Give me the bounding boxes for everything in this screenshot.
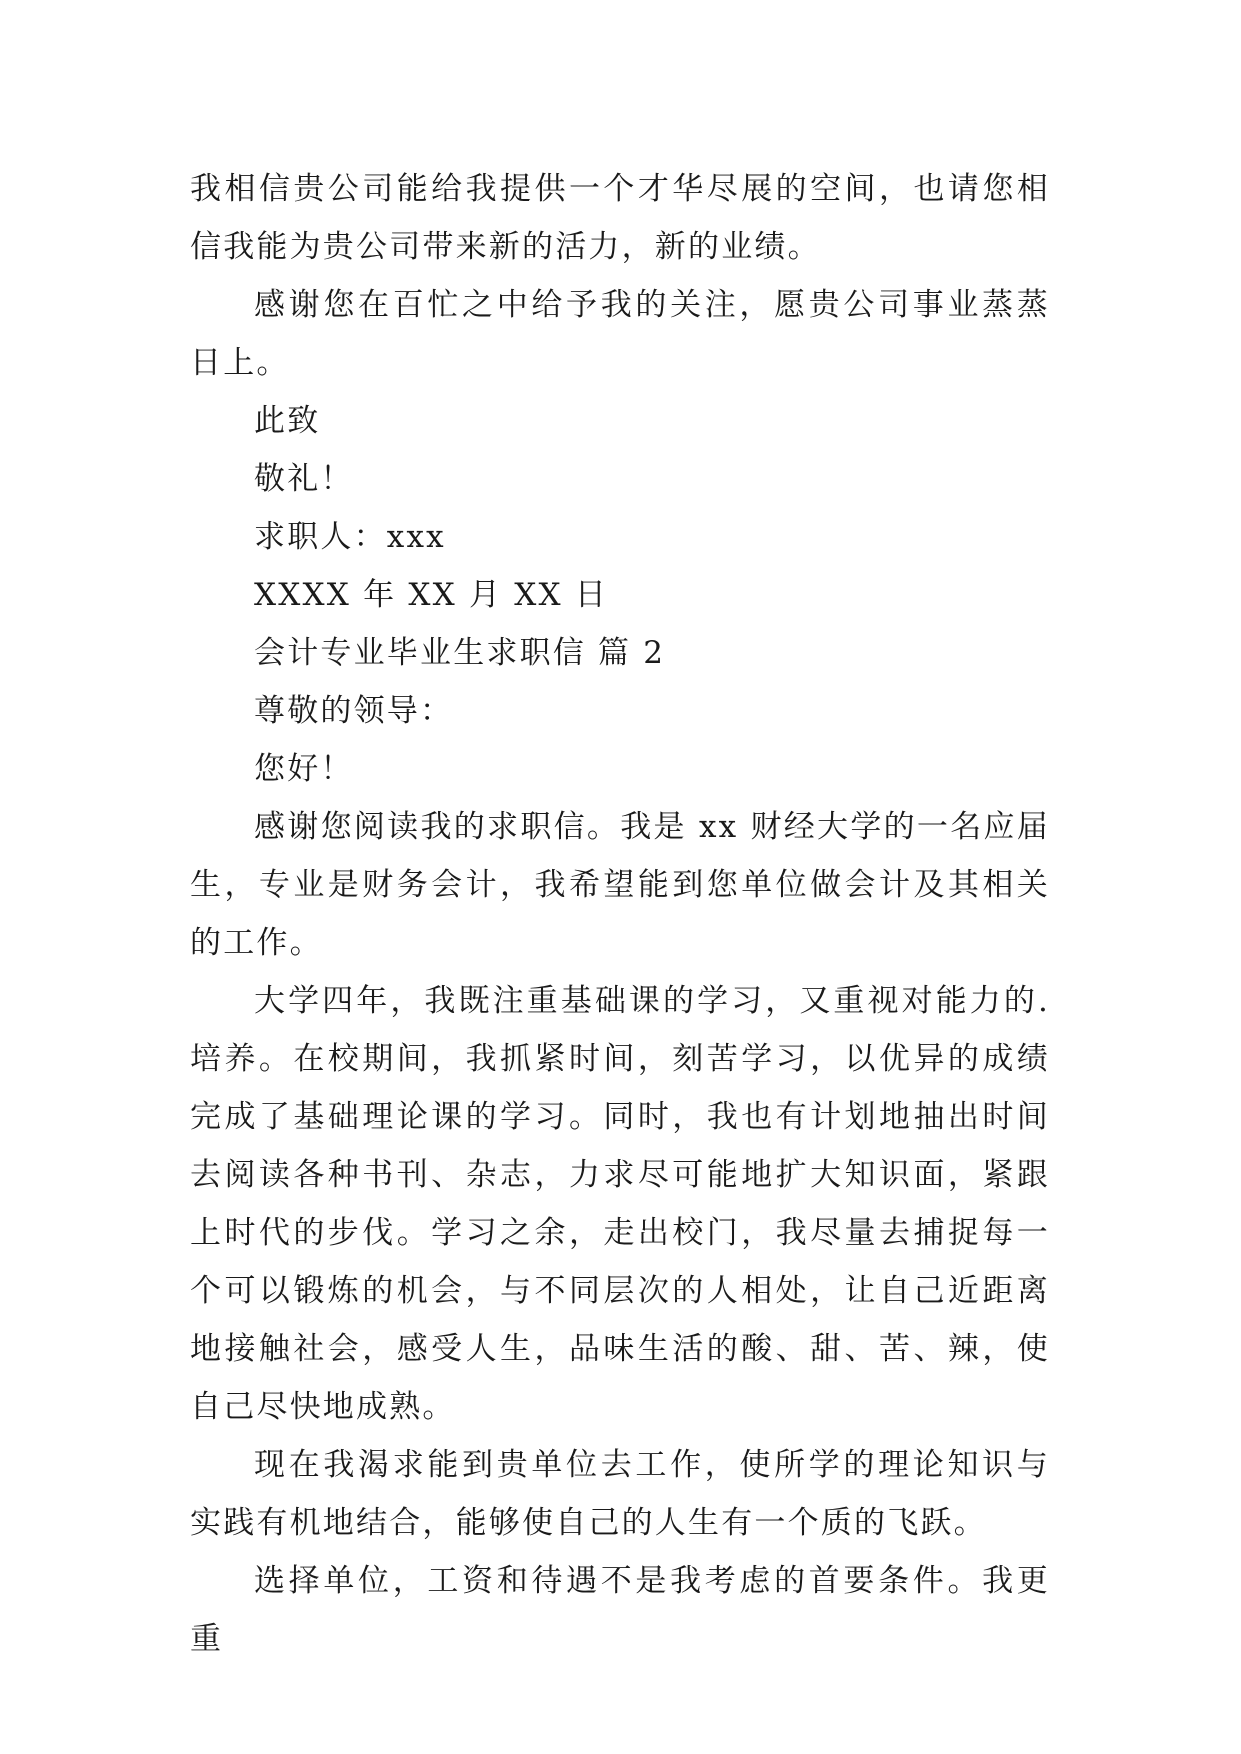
signature: 求职人：xxx [254,519,446,555]
date-line: XXXX 年 XX 月 XX 日 [254,577,609,613]
closing-jingli: 敬礼！ [254,461,354,497]
paragraph-aspiration: 现在我渴求能到贵单位去工作，使所学的理论知识与实践有机地结合，能够使自己的人生有一个质的飞跃。 [190,1447,1050,1541]
greeting: 您好！ [254,751,354,787]
paragraph-confidence: 我相信贵公司能给我提供一个才华尽展的空间，也请您相信我能为贵公司带来新的活力，新的业绩。 [190,171,1050,265]
paragraph-university: 大学四年，我既注重基础课的学习，又重视对能力的.培养。在校期间，我抓紧时间，刻苦学习，以优异的成绩完成了基础理论课的学习。同时，我也有计划地抽出时间去阅读各种书刊、杂志，力求尽可能地扩大知识面，紧跟上时代的步伐。学习之余，走出校门，我尽量去捕捉每一个可以锻炼的机会，与不同层次的人相处，让自己近距离地接触社会，感受人生，品味生活的酸、甜、苦、辣，使自己尽快地成熟。 [190,983,1050,1425]
document-page [190,160,1050,1668]
closing-cizhi: 此致 [254,403,321,439]
section-heading: 会计专业毕业生求职信 篇 2 [254,635,666,671]
paragraph-selection: 选择单位，工资和待遇不是我考虑的首要条件。我更重 [190,1563,1050,1657]
salutation: 尊敬的领导： [254,693,454,729]
paragraph-thanks: 感谢您在百忙之中给予我的关注，愿贵公司事业蒸蒸日上。 [190,287,1050,381]
paragraph-introduction: 感谢您阅读我的求职信。我是 xx 财经大学的一名应届生，专业是财务会计，我希望能到您单位做会计及其相关的工作。 [190,809,1050,961]
